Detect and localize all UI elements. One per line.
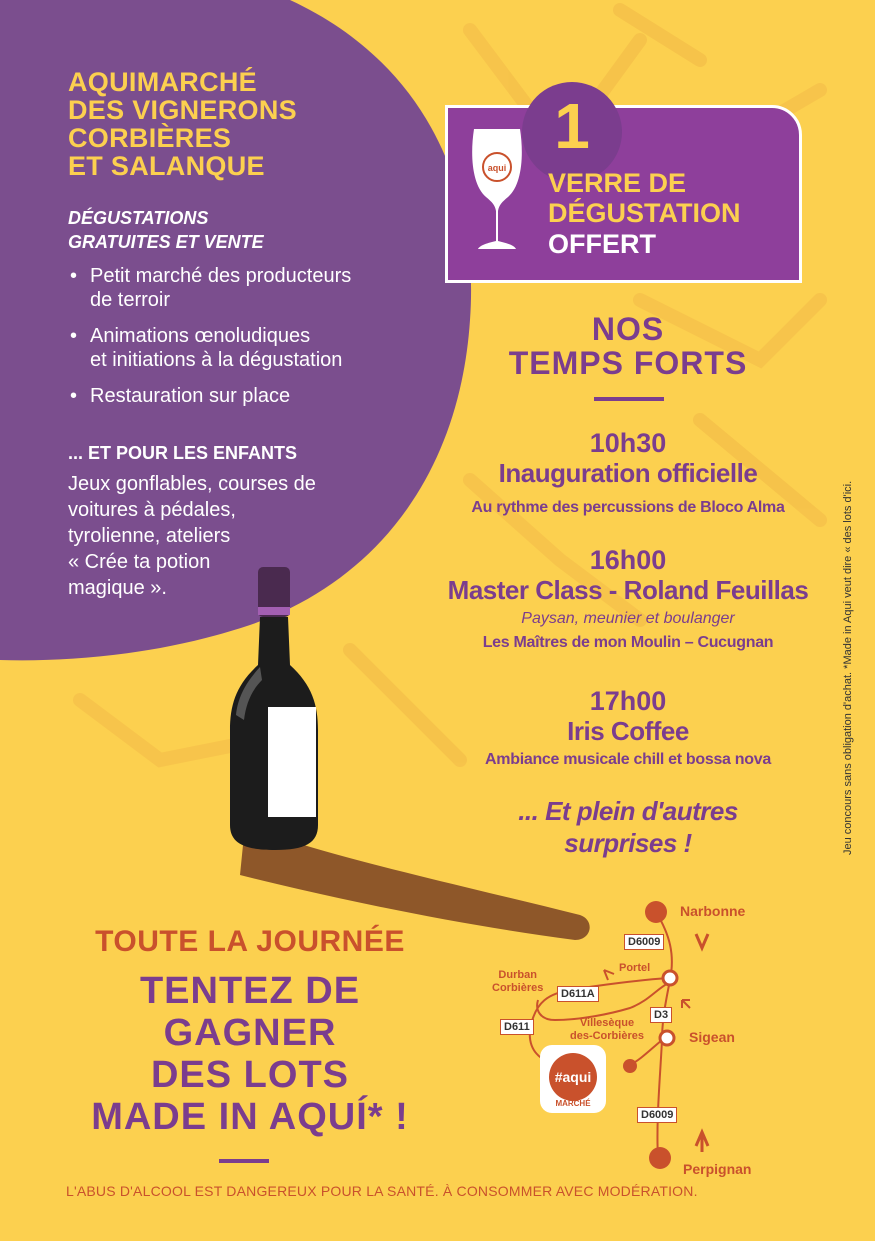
map-label-villeseque: Villesèque des-Corbières <box>570 1017 644 1042</box>
event-title: Inauguration officielle <box>498 458 758 488</box>
event-subtitle: Les Maîtres de mon Moulin – Cucugnan <box>482 634 774 651</box>
highlights-title: NOS TEMPS FORTS <box>508 311 748 381</box>
wine-glass-icon <box>468 125 526 255</box>
contest-line-1: TENTEZ DE <box>139 970 361 1012</box>
glass-count: 1 <box>554 90 590 162</box>
event-time: 17h00 <box>589 686 667 716</box>
event-title: Iris Coffee <box>567 716 689 746</box>
svg-text:aqui: aqui <box>487 163 507 173</box>
list-item: • Petit marché des producteurs de terroir <box>68 264 428 312</box>
more-surprises: ... Et plein d'autres surprises ! <box>518 796 738 858</box>
list-item: • Animations œnoludiques et initiations à la dégustation <box>68 324 428 372</box>
tasting-subtitle: DÉGUSTATIONS GRATUITES ET VENTE <box>68 208 264 252</box>
road-tag: D3 <box>650 1007 672 1023</box>
villeseque-marker <box>623 1059 637 1073</box>
narbonne-marker <box>645 901 667 923</box>
contest-line-2: GAGNER <box>163 1012 337 1054</box>
event-time: 10h30 <box>589 428 667 458</box>
kids-heading: ... ET POUR LES ENFANTS <box>68 443 298 463</box>
road-tag: D611A <box>557 986 599 1002</box>
map-label-portel: Portel <box>619 962 651 974</box>
road-tag: D611 <box>500 1019 534 1035</box>
map-label-sigean: Sigean <box>689 1029 735 1045</box>
perpignan-marker <box>649 1147 671 1169</box>
kids-description: Jeux gonflables, courses de voitures à pédales, tyrolienne, ateliers « Crée ta potion magique ». <box>68 473 316 599</box>
glass-text-line-1: VERRE DE <box>548 168 687 198</box>
event-title: Master Class - Roland Feuillas <box>447 575 809 605</box>
road-tag: D6009 <box>624 934 664 950</box>
event-subtitle: Au rythme des percussions de Bloco Alma <box>471 499 785 516</box>
logo-text: #aqui <box>549 1053 597 1101</box>
event-1 <box>428 428 828 518</box>
alcohol-warning: L'ABUS D'ALCOOL EST DANGEREUX POUR LA SANTÉ. À CONSOMMER AVEC MODÉRATION. <box>66 1183 698 1199</box>
list-item: • Restauration sur place <box>68 384 428 408</box>
market-title: AQUIMARCHÉ DES VIGNERONS CORBIÈRES ET SALANQUE <box>68 67 297 181</box>
glass-text-line-2: DÉGUSTATION <box>548 198 741 228</box>
contest-line-4: MADE IN AQUÍ* ! <box>91 1096 409 1138</box>
highlights-divider <box>594 397 664 401</box>
map-label-durban: Durban Corbières <box>492 969 544 994</box>
features-list <box>68 264 428 420</box>
contest-line-3: DES LOTS <box>150 1054 350 1096</box>
legal-side-note: Jeu concours sans obligation d'achat. *Made in Aqui veut dire « des lots d'ici. <box>842 480 854 855</box>
event-subtitle-italic: Paysan, meunier et boulanger <box>521 610 735 627</box>
junction-marker <box>663 971 677 985</box>
road-tag: D6009 <box>637 1107 677 1123</box>
sigean-marker <box>660 1031 674 1045</box>
map-label-perpignan: Perpignan <box>683 1161 752 1177</box>
logo-subtext: MARCHÉ <box>555 1099 591 1108</box>
aqui-marche-logo <box>540 1045 606 1113</box>
event-subtitle: Ambiance musicale chill et bossa nova <box>485 751 771 768</box>
event-time: 16h00 <box>589 545 667 575</box>
glass-text-line-3: OFFERT <box>548 229 656 259</box>
map-label-narbonne: Narbonne <box>680 903 746 919</box>
all-day-heading: TOUTE LA JOURNÉE <box>95 925 405 958</box>
contest-divider <box>219 1159 269 1163</box>
